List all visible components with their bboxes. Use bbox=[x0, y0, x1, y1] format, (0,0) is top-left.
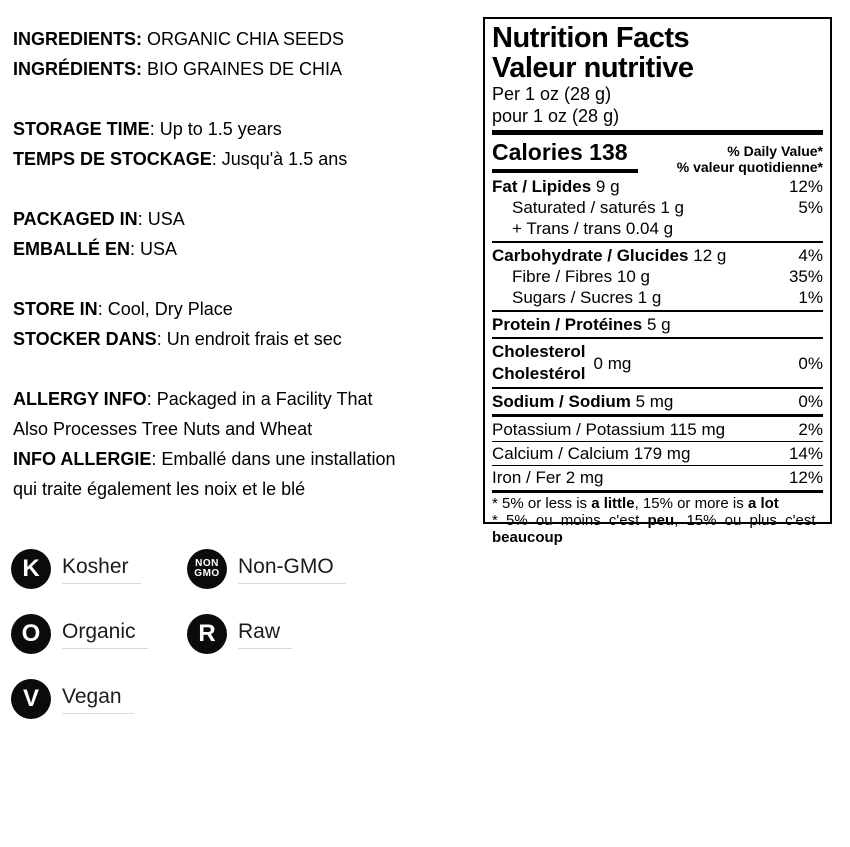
badge-non-gmo bbox=[187, 549, 346, 589]
nutrient-row-carbohydrate bbox=[492, 245, 823, 266]
nutrient-amount: 10 g bbox=[616, 267, 650, 286]
serving-size-fr: pour 1 oz (28 g) bbox=[492, 106, 620, 126]
store-in-paragraph bbox=[13, 294, 478, 354]
info-value: : Jusqu'à 1.5 ans bbox=[211, 149, 348, 169]
info-line bbox=[13, 474, 478, 504]
nutrient-name: Potassium / Potassium bbox=[492, 420, 665, 439]
badge-label: Organic bbox=[62, 620, 148, 649]
nutrient-row-fat bbox=[492, 176, 823, 197]
nutrient-row-sodium bbox=[492, 391, 823, 412]
divider bbox=[492, 310, 823, 312]
info-label: TEMPS DE STOCKAGE bbox=[13, 149, 212, 169]
nutrient-amount: 0 mg bbox=[593, 353, 632, 373]
nutrient-amount: 1 g bbox=[660, 198, 685, 217]
daily-value-header bbox=[677, 139, 823, 175]
product-info-section bbox=[13, 24, 478, 534]
nutrient-pct: 14% bbox=[788, 444, 823, 463]
info-label: INGRÉDIENTS: bbox=[13, 59, 143, 79]
badge-label: Non-GMO bbox=[238, 555, 346, 584]
divider bbox=[492, 337, 823, 339]
badge-kosher bbox=[11, 549, 187, 589]
info-value: Also Processes Tree Nuts and Wheat bbox=[13, 419, 313, 439]
badge-label: Kosher bbox=[62, 555, 141, 584]
info-value: : Cool, Dry Place bbox=[97, 299, 233, 319]
divider bbox=[492, 130, 823, 135]
nutrient-row-trans bbox=[492, 218, 823, 239]
footnote-fr: * 5% ou moins c'est peu, 15% ou plus c'est bbox=[492, 512, 816, 529]
info-line bbox=[13, 204, 478, 234]
calories-row bbox=[492, 137, 823, 176]
nutrient-pct: 1% bbox=[798, 288, 823, 307]
nutrient-pct: 4% bbox=[798, 246, 823, 265]
info-value: qui traite également les noix et le blé bbox=[13, 479, 306, 499]
info-value: : USA bbox=[130, 239, 178, 259]
calories-value: Calories 138 bbox=[492, 139, 638, 173]
info-value: ORGANIC CHIA SEEDS bbox=[142, 29, 345, 49]
packaged-in-paragraph bbox=[13, 204, 478, 264]
nutrient-pct: 5% bbox=[798, 198, 823, 217]
nutrition-facts-panel bbox=[483, 17, 832, 546]
info-value: BIO GRAINES DE CHIA bbox=[142, 59, 343, 79]
organic-icon: O bbox=[11, 614, 51, 654]
info-line bbox=[13, 24, 478, 54]
nutrient-pct: 12% bbox=[788, 177, 823, 196]
nutrient-amount: 1 g bbox=[637, 288, 662, 307]
nutrient-amount: 5 g bbox=[646, 315, 671, 334]
info-line bbox=[13, 324, 478, 354]
badge-label: Vegan bbox=[62, 685, 134, 714]
divider bbox=[492, 441, 823, 442]
non-gmo-icon: NON GMO bbox=[187, 549, 227, 589]
info-value: : Emballé dans une installation bbox=[151, 449, 396, 469]
divider bbox=[492, 414, 823, 417]
vegan-icon: V bbox=[11, 679, 51, 719]
info-line bbox=[13, 114, 478, 144]
nutrient-name-fr: Cholestérol bbox=[492, 364, 586, 383]
info-label: STORE IN bbox=[13, 299, 98, 319]
nutrient-amount: 115 mg bbox=[669, 420, 726, 439]
nutrient-row-fibre bbox=[492, 266, 823, 287]
info-line bbox=[13, 444, 478, 474]
daily-value-en: % Daily Value* bbox=[727, 143, 823, 159]
nutrient-name: Carbohydrate / Glucides bbox=[492, 246, 689, 265]
nutrient-row-protein bbox=[492, 314, 823, 335]
nutrient-name: Calcium / Calcium bbox=[492, 444, 629, 463]
nutrient-pct: 0% bbox=[798, 392, 823, 411]
daily-value-fr: % valeur quotidienne* bbox=[676, 159, 823, 175]
nutrient-row-calcium bbox=[492, 443, 823, 464]
info-line bbox=[13, 54, 478, 84]
serving-size-en: Per 1 oz (28 g) bbox=[492, 84, 612, 104]
certification-badges bbox=[11, 549, 346, 719]
nutrient-row-potassium bbox=[492, 419, 823, 440]
footnote bbox=[492, 495, 823, 546]
info-label: INGREDIENTS: bbox=[13, 29, 143, 49]
divider bbox=[492, 241, 823, 243]
divider bbox=[492, 387, 823, 389]
info-value: : Un endroit frais et sec bbox=[156, 329, 342, 349]
info-label: EMBALLÉ EN bbox=[13, 239, 130, 259]
info-label: PACKAGED IN bbox=[13, 209, 138, 229]
nutrient-name: Protein / Protéines bbox=[492, 315, 643, 334]
nutrient-row-saturated bbox=[492, 197, 823, 218]
nutrient-amount: 0.04 g bbox=[625, 219, 674, 238]
raw-icon: R bbox=[187, 614, 227, 654]
nutrient-pct: 12% bbox=[788, 468, 823, 487]
badge-organic bbox=[11, 614, 187, 654]
info-line bbox=[13, 414, 478, 444]
nutrient-name: Fibre / Fibres bbox=[512, 267, 613, 286]
nutrient-amount: 2 mg bbox=[565, 468, 604, 487]
nutrient-name: Sugars / Sucres bbox=[512, 288, 633, 307]
info-label: INFO ALLERGIE bbox=[13, 449, 152, 469]
nutrient-amount: 12 g bbox=[693, 246, 727, 265]
info-value: : Packaged in a Facility That bbox=[146, 389, 373, 409]
info-value: : USA bbox=[137, 209, 185, 229]
info-line bbox=[13, 384, 478, 414]
ingredients-paragraph bbox=[13, 24, 478, 84]
nutrient-name: Saturated / saturés bbox=[512, 198, 656, 217]
allergy-info-paragraph bbox=[13, 384, 478, 504]
divider bbox=[492, 465, 823, 466]
footnote-en: * 5% or less is a little, 15% or more is a lot bbox=[492, 495, 779, 512]
nutrition-title-fr: Valeur nutritive bbox=[492, 52, 694, 84]
info-label: STORAGE TIME bbox=[13, 119, 150, 139]
info-value: : Up to 1.5 years bbox=[149, 119, 282, 139]
nutrient-pct: 2% bbox=[798, 420, 823, 439]
kosher-icon: K bbox=[11, 549, 51, 589]
nutrient-row-iron bbox=[492, 467, 823, 488]
nutrition-title-en: Nutrition Facts bbox=[492, 22, 690, 54]
badge-label: Raw bbox=[238, 620, 292, 649]
nutrient-row-cholesterol bbox=[492, 341, 823, 385]
nutrient-name: Sodium / Sodium bbox=[492, 392, 631, 411]
nutrient-amount: 9 g bbox=[595, 177, 620, 196]
nutrient-pct: 0% bbox=[798, 353, 823, 373]
nutrient-row-sugars bbox=[492, 287, 823, 308]
info-line bbox=[13, 294, 478, 324]
nutrient-name: + Trans / trans bbox=[512, 219, 622, 238]
nutrient-name: Fat / Lipides bbox=[492, 177, 592, 196]
info-label: STOCKER DANS bbox=[13, 329, 157, 349]
nutrient-name-en: Cholesterol bbox=[492, 342, 586, 361]
badge-raw bbox=[187, 614, 346, 654]
footnote-fr-cont: beaucoup bbox=[492, 529, 563, 546]
divider bbox=[492, 490, 823, 493]
nutrient-pct: 35% bbox=[788, 267, 823, 286]
nutrient-amount: 179 mg bbox=[633, 444, 691, 463]
nutrient-name: Iron / Fer bbox=[492, 468, 561, 487]
info-line bbox=[13, 234, 478, 264]
info-line bbox=[13, 144, 478, 174]
info-label: ALLERGY INFO bbox=[13, 389, 147, 409]
storage-time-paragraph bbox=[13, 114, 478, 174]
nutrient-amount: 5 mg bbox=[635, 392, 674, 411]
badge-vegan bbox=[11, 679, 187, 719]
